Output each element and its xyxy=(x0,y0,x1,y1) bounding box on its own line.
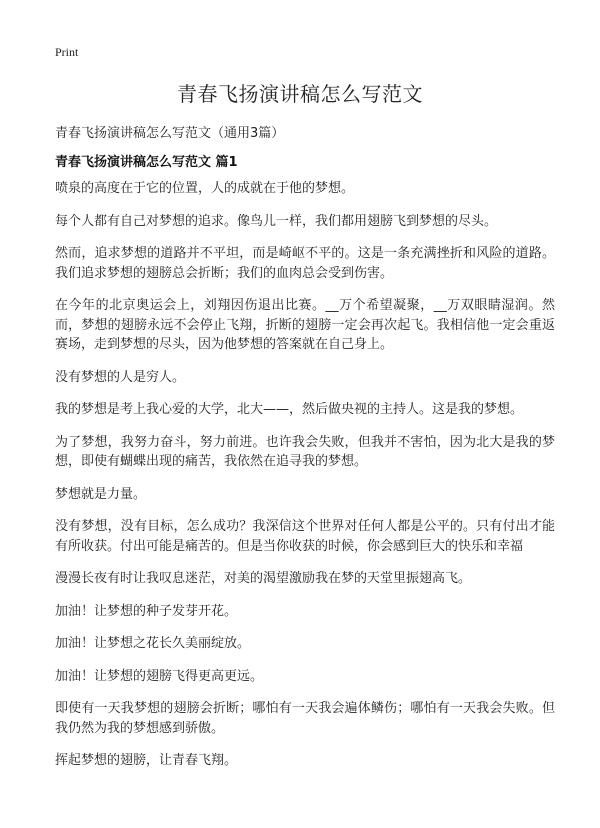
paragraph: 即使有一天我梦想的翅膀会折断；哪怕有一天我会遍体鳞伤；哪怕有一天我会失败。但我仍然为我的梦想感到骄傲。 xyxy=(55,701,555,736)
print-link[interactable]: Print xyxy=(55,45,79,59)
paragraph: 漫漫长夜有时让我叹息迷茫，对美的渴望激励我在梦的天堂里振翅高飞。 xyxy=(55,571,472,586)
page-title: 青春飞扬演讲稿怎么写范文 xyxy=(177,82,423,106)
paragraph: 每个人都有自己对梦想的追求。像鸟儿一样，我们都用翅膀飞到梦想的尽头。 xyxy=(55,213,498,229)
paragraph: 加油！让梦想的翅膀飞得更高更远。 xyxy=(55,668,264,684)
paragraph: 梦想就是力量。 xyxy=(55,486,147,502)
paragraph: 为了梦想，我努力奋斗，努力前进。也许我会失败，但我并不害怕，因为北大是我的梦想，即使有蝴蝶出现的痛苦，我依然在追寻我的梦想。 xyxy=(55,434,555,469)
document-subtitle: 青春飞扬演讲稿怎么写范文（通用3篇） xyxy=(55,126,285,141)
paragraph: 在今年的北京奥运会上，刘翔因伤退出比赛。__万个希望凝聚，__万双眼睛湿润。然而，梦想的翅膀永远不会停止飞翔，折断的翅膀一定会再次起飞。我相信他一定会重返赛场，走到梦想的尽头，因为他梦想的答案就在自己身上。 xyxy=(55,298,555,352)
paragraph: 没有梦想，没有目标，怎么成功？我深信这个世界对任何人都是公平的。只有付出才能有所收获。付出可能是痛苦的。但是当你收获的时候，你会感到巨大的快乐和幸福 xyxy=(55,519,555,554)
paragraph: 我的梦想是考上我心爱的大学，北大——，然后做央视的主持人。这是我的梦想。 xyxy=(55,402,524,417)
paragraph: 加油！让梦想的种子发芽开花。 xyxy=(55,603,238,619)
paragraph: 挥起梦想的翅膀，让青春飞翔。 xyxy=(55,753,238,768)
paragraph: 喷泉的高度在于它的位置，人的成就在于他的梦想。 xyxy=(55,181,355,196)
paragraph: 没有梦想的人是穷人。 xyxy=(55,369,186,385)
article-body xyxy=(55,179,555,784)
section-heading: 青春飞扬演讲稿怎么写范文 篇1 xyxy=(55,155,238,170)
paragraph: 加油！让梦想之花长久美丽绽放。 xyxy=(55,636,251,651)
paragraph: 然而，追求梦想的道路并不平坦，而是崎岖不平的。这是一条充满挫折和风险的道路。我们追求梦想的翅膀总会折断；我们的血肉总会受到伤害。 xyxy=(55,246,555,281)
